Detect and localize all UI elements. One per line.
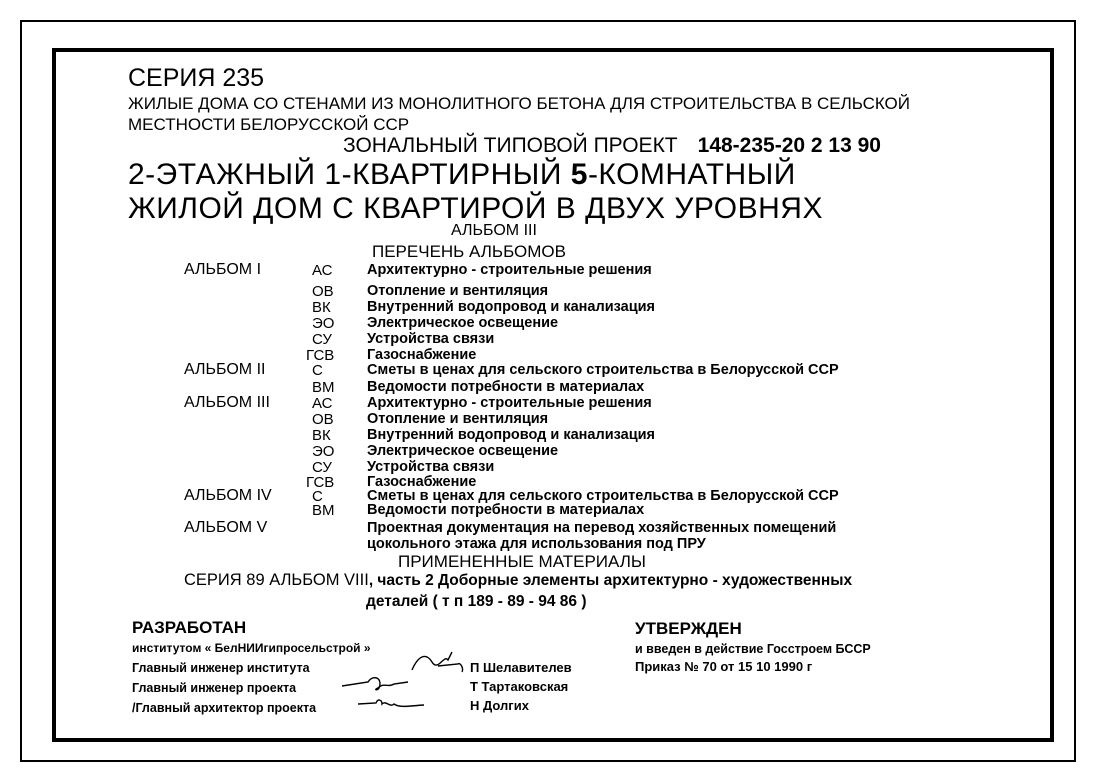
album-label: АЛЬБОМ I bbox=[184, 261, 262, 278]
zonal-project bbox=[343, 135, 881, 156]
album-section-code: СУ bbox=[312, 331, 332, 348]
album-section-code: ВМ bbox=[312, 379, 335, 396]
applied-series: СЕРИЯ 89 АЛЬБОМ VIII bbox=[184, 571, 369, 589]
album-section-description: Газоснабжение bbox=[367, 474, 477, 490]
album-section-description: Устройства связи bbox=[367, 459, 495, 475]
album-section-description: Электрическое освещение bbox=[367, 315, 559, 331]
approved-heading: УТВЕРЖДЕН bbox=[635, 619, 742, 638]
zonal-label: ЗОНАЛЬНЫЙ ТИПОВОЙ ПРОЕКТ bbox=[343, 134, 678, 157]
album-number: АЛЬБОМ III bbox=[451, 222, 537, 239]
album-section-description: Устройства связи bbox=[367, 331, 495, 347]
staff-name: П Шелавителев bbox=[470, 660, 572, 675]
applied-materials-line-1 bbox=[184, 572, 852, 589]
album-label: АЛЬБОМ III bbox=[184, 394, 270, 411]
album-section-code: СУ bbox=[312, 459, 332, 476]
staff-role: Главный инженер института bbox=[132, 661, 310, 675]
album-section-description: Ведомости потребности в материалах bbox=[367, 379, 645, 395]
album-section-description: Отопление и вентиляция bbox=[367, 283, 549, 299]
album-section-code: С bbox=[312, 362, 323, 379]
staff-name: Н Долгих bbox=[470, 698, 529, 713]
albums-list-heading: ПЕРЕЧЕНЬ АЛЬБОМОВ bbox=[372, 242, 566, 261]
album-section-code: АС bbox=[312, 262, 333, 279]
album-section-description: Проектная документация на перевод хозяйственных помещений bbox=[367, 520, 837, 536]
applied-materials-heading: ПРИМЕНЕННЫЕ МАТЕРИАЛЫ bbox=[398, 552, 646, 571]
developed-institute: институтом « БелНИИгипросельстрой » bbox=[132, 641, 371, 655]
album-section-description: Ведомости потребности в материалах bbox=[367, 502, 645, 518]
album-section-description: цокольного этажа для использования под ПРУ bbox=[367, 536, 706, 552]
album-section-code: АС bbox=[312, 395, 333, 412]
album-section-code: ГСВ bbox=[306, 347, 335, 364]
album-section-description: Сметы в ценах для сельского строительства в Белорусской ССР bbox=[367, 488, 839, 504]
album-section-code: ОВ bbox=[312, 411, 334, 428]
album-label: АЛЬБОМ II bbox=[184, 361, 266, 378]
album-section-description: Архитектурно - строительные решения bbox=[367, 395, 652, 411]
project-code: 148-235-20 2 13 90 bbox=[697, 134, 881, 157]
title-line-2: ЖИЛОЙ ДОМ С КВАРТИРОЙ В ДВУХ УРОВНЯХ bbox=[128, 192, 823, 225]
album-section-code: ВК bbox=[312, 427, 331, 444]
album-label: АЛЬБОМ V bbox=[184, 519, 268, 536]
approved-line-2: Приказ № 70 от 15 10 1990 г bbox=[635, 659, 813, 674]
approved-line-1: и введен в действие Госстроем БССР bbox=[635, 642, 871, 656]
signature-architect bbox=[356, 694, 428, 714]
album-section-description: Внутренний водопровод и канализация bbox=[367, 427, 655, 443]
album-label: АЛЬБОМ IV bbox=[184, 487, 272, 504]
album-section-description: Газоснабжение bbox=[367, 347, 477, 363]
album-section-code: ЭО bbox=[312, 443, 335, 460]
album-section-description: Архитектурно - строительные решения bbox=[367, 262, 652, 278]
applied-materials-line-2: деталей ( т п 189 - 89 - 94 86 ) bbox=[366, 593, 587, 610]
staff-role: Главный инженер проекта bbox=[132, 681, 297, 695]
applied-line1: , часть 2 Доборные элементы архитектурно - художественных bbox=[368, 572, 853, 589]
developed-heading: РАЗРАБОТАН bbox=[132, 618, 247, 637]
album-section-code: ЭО bbox=[312, 315, 335, 332]
title-part-c: -КОМНАТНЫЙ bbox=[587, 158, 796, 191]
signature-project-engineer bbox=[338, 672, 418, 694]
album-section-description: Отопление и вентиляция bbox=[367, 411, 549, 427]
album-section-description: Сметы в ценах для сельского строительства в Белорусской ССР bbox=[367, 362, 839, 378]
album-section-code: ОВ bbox=[312, 283, 334, 300]
album-section-code: ВМ bbox=[312, 502, 335, 519]
album-section-code: ВК bbox=[312, 299, 331, 316]
project-title bbox=[128, 158, 1028, 226]
staff-role: /Главный архитектор проекта bbox=[132, 701, 317, 715]
album-section-code: С bbox=[312, 488, 323, 505]
album-section-description: Внутренний водопровод и канализация bbox=[367, 299, 655, 315]
album-section-description: Электрическое освещение bbox=[367, 443, 559, 459]
staff-name: Т Тартаковская bbox=[470, 679, 569, 694]
title-part-a: 2-ЭТАЖНЫЙ 1-КВАРТИРНЫЙ bbox=[128, 158, 571, 191]
title-part-b: 5 bbox=[570, 158, 588, 191]
series-title: СЕРИЯ 235 bbox=[128, 64, 265, 92]
series-description: ЖИЛЫЕ ДОМА СО СТЕНАМИ ИЗ МОНОЛИТНОГО БЕТОНА ДЛЯ СТРОИТЕЛЬСТВА В СЕЛЬСКОЙ МЕСТНОСТИ БЕЛОРУССКОЙ ССР bbox=[128, 94, 910, 134]
album-section-code: ГСВ bbox=[306, 474, 335, 491]
